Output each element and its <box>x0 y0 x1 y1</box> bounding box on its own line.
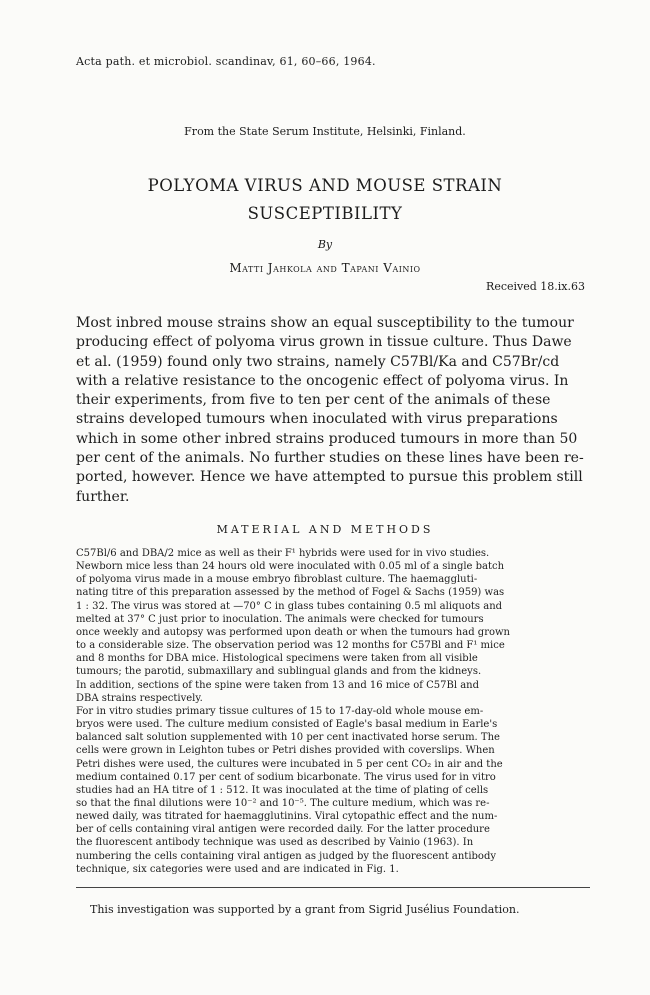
footnote-divider <box>76 887 590 888</box>
footnote: This investigation was supported by a grant from Sigrid Jusélius Foundation. <box>90 903 520 916</box>
section-heading: MATERIAL AND METHODS <box>216 523 434 536</box>
body-line: bryos were used. The culture medium consisted of Eagle's basal medium in Earle's <box>76 719 498 731</box>
body-line: For in vitro studies primary tissue cultures of 15 to 17-day-old whole mouse em- <box>76 705 484 717</box>
body-line: technique, six categories were used and are indicated in Fig. 1. <box>76 863 399 875</box>
affiliation: From the State Serum Institute, Helsinki, Finland. <box>184 125 466 138</box>
body-line: studies had an HA titre of 1 : 512. It was inoculated at the time of plating of cells <box>76 784 489 796</box>
abstract-line: further. <box>76 488 130 505</box>
body-line: numbering the cells containing viral antigen as judged by the fluorescent antibody <box>76 850 496 862</box>
abstract-line: strains developed tumours when inoculated with virus preparations <box>76 411 558 428</box>
authors: Matti Jahkola and Tapani Vainio <box>229 261 421 275</box>
body-line: to a considerable size. The observation period was 12 months for C57Bl and F¹ mice <box>76 640 505 652</box>
title-line-1: POLYOMA VIRUS AND MOUSE STRAIN <box>147 176 503 195</box>
body-line: so that the final dilutions were 10⁻² and 10⁻⁵. The culture medium, which was re- <box>76 797 490 809</box>
body-line: Newborn mice less than 24 hours old were inoculated with 0.05 ml of a single batch <box>76 561 505 573</box>
abstract-line: et al. (1959) found only two strains, namely C57Bl/Ka and C57Br/cd <box>76 353 560 370</box>
abstract-line: per cent of the animals. No further studies on these lines have been re- <box>76 450 584 467</box>
journal-citation: Acta path. et microbiol. scandinav, 61, 60–66, 1964. <box>76 55 376 68</box>
abstract-line: ported, however. Hence we have attempted to pursue this problem still <box>76 469 583 486</box>
body-line: nating titre of this preparation assessed by the method of Fogel & Sachs (1959) was <box>76 587 505 599</box>
body-line: balanced salt solution supplemented with 10 per cent inactivated horse serum. The <box>76 732 500 744</box>
body-line: newed daily, was titrated for haemagglutinins. Viral cytopathic effect and the num- <box>76 811 498 823</box>
body-line: the fluorescent antibody technique was used as described by Vainio (1963). In <box>76 837 474 849</box>
abstract <box>76 314 588 507</box>
body-line: tumours; the parotid, submaxillary and sublingual glands and from the kidneys. <box>76 666 482 678</box>
body-line: DBA strains respectively. <box>76 692 203 704</box>
byline: By <box>317 238 333 251</box>
abstract-line: producing effect of polyoma virus grown in tissue culture. Thus Dawe <box>76 334 572 351</box>
abstract-line: their experiments, from five to ten per cent of the animals of these <box>76 392 551 409</box>
body-line: ber of cells containing viral antigen were recorded daily. For the latter procedure <box>76 824 490 836</box>
methods-body <box>76 547 590 876</box>
received-date: Received 18.ix.63 <box>486 280 585 293</box>
body-line: melted at 37° C just prior to inoculation. The animals were checked for tumours <box>76 613 484 625</box>
body-line: medium contained 0.17 per cent of sodium bicarbonate. The virus used for in vitro <box>76 771 496 783</box>
body-line: and 8 months for DBA mice. Histological specimens were taken from all visible <box>76 653 478 665</box>
body-line: of polyoma virus made in a mouse embryo fibroblast culture. The haemaggluti- <box>76 574 478 586</box>
body-line: 1 : 32. The virus was stored at —70° C in glass tubes containing 0.5 ml aliquots and <box>76 600 503 612</box>
abstract-line: with a relative resistance to the oncogenic effect of polyoma virus. In <box>76 372 569 389</box>
body-line: In addition, sections of the spine were taken from 13 and 16 mice of C57Bl and <box>76 679 479 691</box>
body-line: cells were grown in Leighton tubes or Petri dishes provided with coverslips. When <box>76 745 495 757</box>
body-line: once weekly and autopsy was performed upon death or when the tumours had grown <box>76 626 510 638</box>
abstract-line: which in some other inbred strains produced tumours in more than 50 <box>76 430 578 447</box>
abstract-line: Most inbred mouse strains show an equal susceptibility to the tumour <box>76 315 574 331</box>
paper-title <box>0 172 650 228</box>
body-line: Petri dishes were used, the cultures were incubated in 5 per cent CO₂ in air and the <box>76 758 503 770</box>
title-line-2: SUSCEPTIBILITY <box>247 204 403 223</box>
body-line: C57Bl/6 and DBA/2 mice as well as their F¹ hybrids were used for in vivo studies. <box>76 548 490 559</box>
